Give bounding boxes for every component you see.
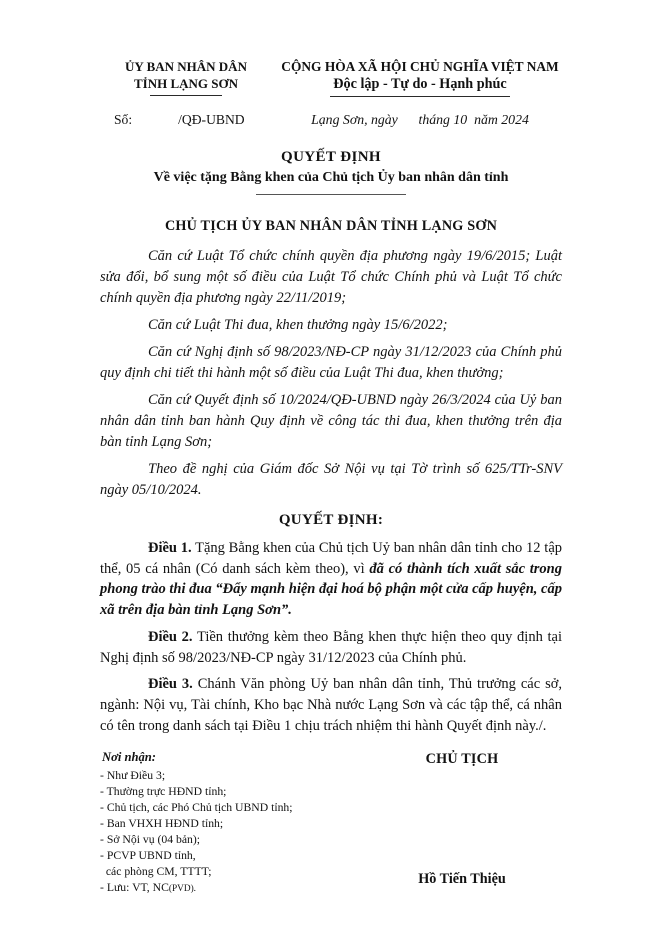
preamble-paragraph: Theo đề nghị của Giám đốc Sở Nội vụ tại Tờ trình số 625/TTr-SNV ngày 05/10/2024. [100,460,562,498]
article-2 [100,627,562,668]
article-1-text: Tặng Bằng khen của Chủ tịch Uỷ ban nhân dân tỉnh cho 12 tập thể, 05 cá nhân (Có danh sách kèm theo), vì [100,539,563,577]
place-and-date: Lạng Sơn, ngày tháng 10 năm 2024 [311,112,529,128]
preamble-paragraph: Căn cứ Nghị định số 98/2023/NĐ-CP ngày 31/12/2023 của Chính phủ quy định chi tiết thi hành một số điều của Luật Thi đua, khen thưởng; [100,344,562,381]
recipient-item: - Như Điều 3; [100,768,166,782]
archive-note-text: - Lưu: VT, NC [100,880,169,894]
document-type-title: QUYẾT ĐỊNH [281,149,381,166]
articles-section [100,538,562,737]
issuer-underline-rule [150,95,222,96]
article-2-label: Điều 2. [148,628,193,645]
national-title: CỘNG HÒA XÃ HỘI CHỦ NGHĨA VIỆT NAM [281,59,559,74]
decision-heading: QUYẾT ĐỊNH: [278,512,384,529]
recipients-label: Nơi nhận: [102,750,157,765]
document-number-label: Số: [114,112,133,128]
article-2-text: Tiền thưởng kèm theo Bằng khen thực hiện theo quy định tại Nghị định số 98/2023/NĐ-CP ngày 31/12/2023 của Chính phủ. [100,628,563,666]
recipient-item: các phòng CM, TTTT; [100,864,212,878]
recipients-block [100,749,362,896]
archive-note-initials: (PVD). [168,883,197,894]
issuing-agency-block [100,58,272,96]
article-3-text: Chánh Văn phòng Uỷ ban nhân dân tỉnh, Thủ trưởng các sở, ngành: Nội vụ, Tài chính, Kho bạc Nhà nước Lạng Sơn và các tập thể, cá nhân có tên trong danh sách tại Điều 1 chịu trách nhiệm thi hành Quyết định này./. [100,676,563,734]
recipient-item: - PCVP UBND tỉnh, [100,848,196,862]
national-motto-block [278,58,562,97]
document-body [100,246,562,736]
document-meta-row [100,112,562,128]
issuing-agency-line1: ỦY BAN NHÂN DÂN [125,59,247,74]
preamble-section [100,246,562,500]
document-header [100,58,562,97]
article-1-emphasis: đã có thành tích xuất sắc trong phong trào thi đua “Đẩy mạnh hiện đại hoá bộ phận một cửa cấp huyện, cấp xã trên địa bàn tỉnh Lạng Sơn”. [100,560,562,619]
title-block [100,147,562,195]
issuing-authority-heading: CHỦ TỊCH ỦY BAN NHÂN DÂN TỈNH LẠNG SƠN [164,218,498,235]
recipient-item: - Chủ tịch, các Phó Chủ tịch UBND tỉnh; [100,800,293,814]
document-footer [100,749,562,896]
preamble-paragraph: Căn cứ Luật Thi đua, khen thưởng ngày 15/6/2022; [148,317,448,334]
preamble-paragraph: Căn cứ Quyết định số 10/2024/QĐ-UBND ngày 26/3/2024 của Uỷ ban nhân dân tỉnh ban hành Quy định về công tác thi đua, khen thưởng trên địa bàn tỉnh Lạng Sơn; [100,392,562,450]
document-number [100,112,272,128]
issuing-agency-line2: TỈNH LẠNG SƠN [133,76,239,92]
article-1-label: Điều 1. [148,539,192,556]
document-subject: Về việc tặng Bằng khen của Chủ tịch Ủy ban nhân dân tỉnh [153,170,509,186]
recipient-item: - Ban VHXH HĐND tỉnh; [100,816,224,830]
preamble-paragraph: Căn cứ Luật Tổ chức chính quyền địa phương ngày 19/6/2015; Luật sửa đổi, bổ sung một số điều của Luật Tổ chức Chính phủ và Luật Tổ chức chính quyền địa phương ngày 22/11/2019; [100,248,562,306]
article-1 [100,538,562,621]
recipient-item: - Thường trực HĐND tỉnh; [100,784,227,798]
archive-note [100,880,362,896]
signature-block [362,749,562,896]
national-motto: Độc lập - Tự do - Hạnh phúc [330,76,509,97]
signer-name: Hồ Tiến Thiệu [418,871,506,888]
document-number-value: /QĐ-UBND [178,112,245,128]
article-3 [100,674,562,736]
subject-underline-rule [256,194,406,195]
signer-title: CHỦ TỊCH [425,751,499,768]
recipient-item: - Sở Nội vụ (04 bản); [100,832,200,846]
article-3-label: Điều 3. [148,676,193,693]
